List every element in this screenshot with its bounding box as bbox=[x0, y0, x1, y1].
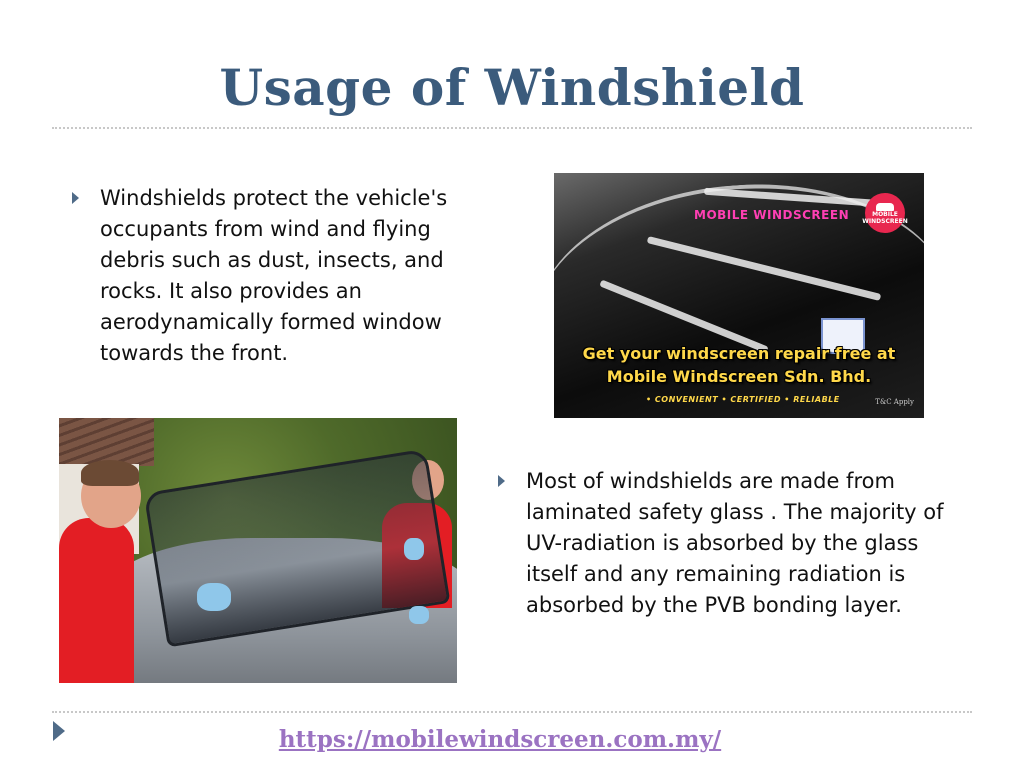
bullet-text-protection: Windshields protect the vehicle's occupants from wind and flying debris such as dust, insects, and rocks. It also provides an aerodynamically formed window towards the front. bbox=[100, 186, 448, 365]
footer-divider bbox=[52, 711, 972, 713]
promo-photo bbox=[554, 173, 924, 418]
promo-headline-line1: Get your windscreen repair free at bbox=[582, 344, 896, 363]
footer-website-link[interactable]: https://mobilewindscreen.com.my/ bbox=[278, 726, 722, 753]
glove bbox=[409, 606, 429, 624]
triangle-right-icon bbox=[498, 475, 505, 487]
slide-title: Usage of Windshield bbox=[219, 58, 805, 117]
technician-left bbox=[59, 518, 134, 683]
car-icon bbox=[876, 203, 894, 211]
promo-terms: T&C Apply bbox=[875, 398, 914, 406]
title-divider bbox=[52, 127, 972, 129]
company-logo-icon bbox=[862, 193, 908, 233]
glove bbox=[404, 538, 424, 560]
triangle-right-icon bbox=[72, 192, 79, 204]
bullet-text-laminated-glass: Most of windshields are made from laminated safety glass . The majority of UV-radiation is absorbed by the glass itself and any remaining radiation is absorbed by the PVB bonding layer. bbox=[526, 469, 944, 617]
logo-text: MOBILE WINDSCREEN bbox=[862, 211, 908, 225]
house-roof bbox=[59, 418, 154, 466]
bullet-item-protection bbox=[72, 183, 492, 369]
promo-headline-line2: Mobile Windscreen Sdn. Bhd. bbox=[606, 367, 872, 386]
technician-left-hair bbox=[81, 460, 139, 486]
technicians-fitting-photo bbox=[59, 418, 457, 683]
promo-tagline: • CONVENIENT • CERTIFIED • RELIABLE bbox=[646, 395, 840, 404]
bullet-item-laminated-glass bbox=[498, 466, 958, 621]
glove bbox=[197, 583, 231, 611]
promo-brand-text: MOBILE WINDSCREEN bbox=[694, 208, 850, 222]
